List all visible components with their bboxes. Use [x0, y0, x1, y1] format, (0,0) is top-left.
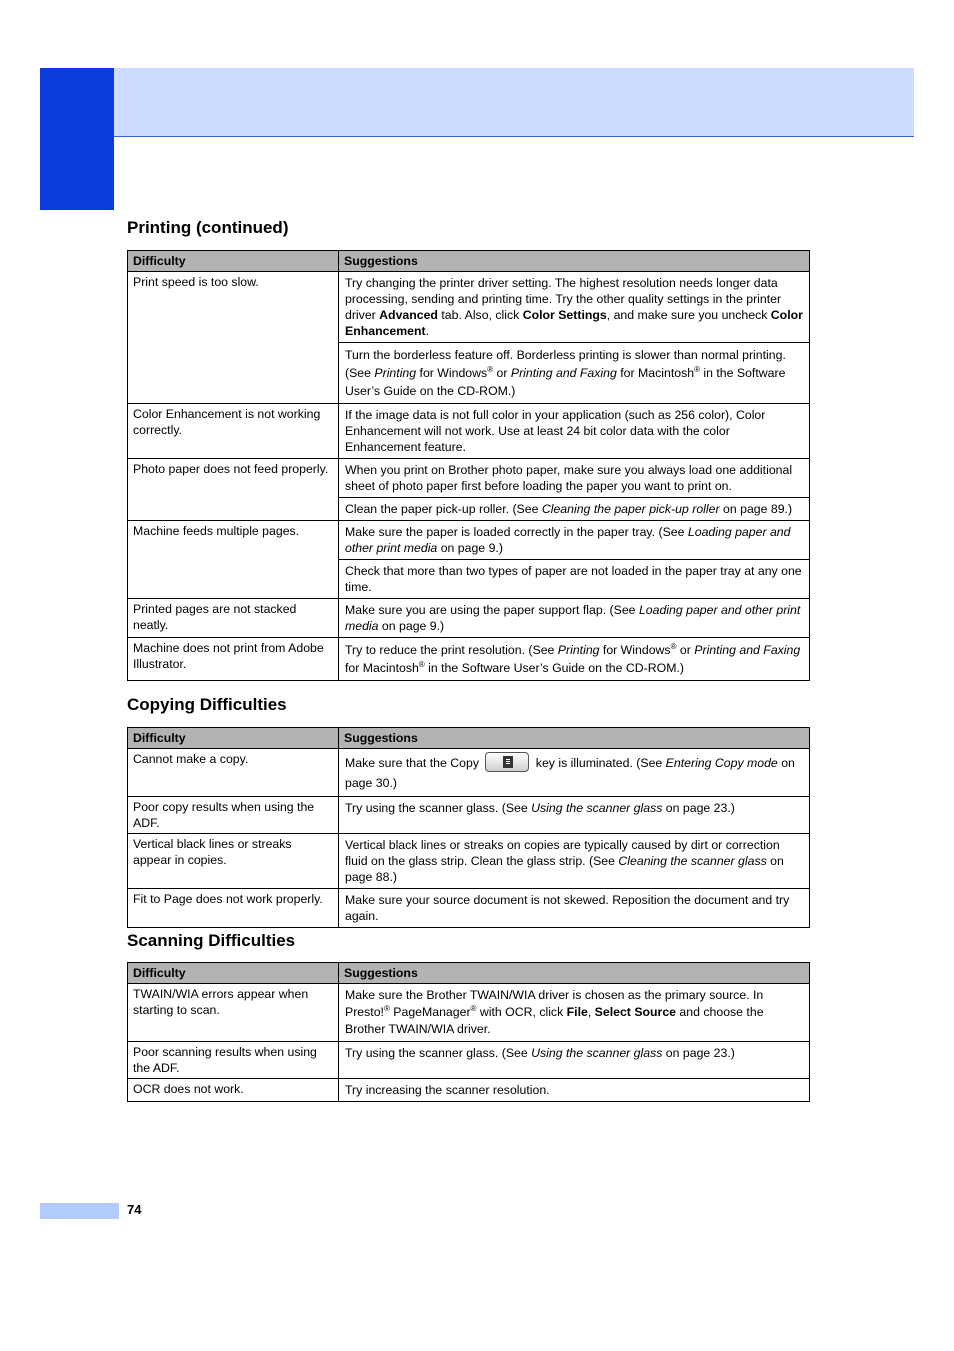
suggestion-cell: Make sure the Brother TWAIN/WIA driver is chosen as the primary source. In Presto!® PageManager® with OCR, click File, Select Source and choose the Brother TWAIN/WIA driver.: [339, 984, 810, 1042]
suggestion-cell: Clean the paper pick-up roller. (See Cleaning the paper pick-up roller on page 89.): [339, 498, 810, 521]
table-header: [128, 728, 810, 749]
difficulty-header: Difficulty: [128, 251, 339, 272]
difficulty-cell: Photo paper does not feed properly.: [128, 459, 339, 521]
table-header: [128, 963, 810, 984]
table-row: [128, 638, 810, 681]
table-row: [128, 984, 810, 1042]
suggestion-cell: Try using the scanner glass. (See Using the scanner glass on page 23.): [339, 797, 810, 834]
printing-table: [127, 250, 810, 681]
difficulty-cell: Machine feeds multiple pages.: [128, 521, 339, 599]
suggestion-cell: Make sure your source document is not skewed. Reposition the document and try again.: [339, 889, 810, 928]
table-row: [128, 1079, 810, 1102]
difficulty-header: Difficulty: [128, 963, 339, 984]
suggestion-cell: Try to reduce the print resolution. (See Printing for Windows® or Printing and Faxing for Macintosh® in the Software User’s Guide on the CD-ROM.): [339, 638, 810, 681]
suggestion-cell: Make sure that the Copy key is illuminated. (See Entering Copy mode on page 30.): [339, 749, 810, 797]
difficulty-cell: TWAIN/WIA errors appear when starting to scan.: [128, 984, 339, 1042]
difficulty-cell: Machine does not print from Adobe Illustrator.: [128, 638, 339, 681]
section-title-copying: Copying Difficulties: [127, 695, 287, 714]
suggestion-cell: Turn the borderless feature off. Borderless printing is slower than normal printing. (See Printing for Windows® or Printing and Faxing for Macintosh® in the Software User’s Guide on the CD-ROM.): [339, 343, 810, 404]
footer-bar: [40, 1203, 119, 1219]
table-row: [128, 599, 810, 638]
suggestion-cell: Try using the scanner glass. (See Using the scanner glass on page 23.): [339, 1042, 810, 1079]
difficulty-cell: Vertical black lines or streaks appear in copies.: [128, 834, 339, 889]
scanning-table: [127, 962, 810, 1102]
suggestion-cell: Try increasing the scanner resolution.: [339, 1079, 810, 1102]
table-row: [128, 889, 810, 928]
suggestions-header: Suggestions: [339, 251, 810, 272]
suggestions-header: Suggestions: [339, 963, 810, 984]
difficulty-cell: Print speed is too slow.: [128, 272, 339, 404]
difficulty-cell: Cannot make a copy.: [128, 749, 339, 797]
table-row: [128, 1042, 810, 1079]
table-row: [128, 797, 810, 834]
table-row: [128, 521, 810, 560]
suggestion-cell: Try changing the printer driver setting. The highest resolution needs longer data processing, sending and printing time. Try the other quality settings in the printer driver Advanced tab. Also, click Color Settings, and make sure you uncheck Color Enhancement.: [339, 272, 810, 343]
suggestion-cell: Make sure you are using the paper support flap. (See Loading paper and other print media on page 9.): [339, 599, 810, 638]
copy-key-icon: [485, 752, 529, 772]
section-title-printing: Printing (continued): [127, 218, 289, 237]
difficulty-cell: OCR does not work.: [128, 1079, 339, 1102]
table-row: [128, 834, 810, 889]
table-row: [128, 749, 810, 797]
page-number: 74: [127, 1202, 142, 1217]
chapter-tab: [40, 68, 114, 210]
suggestion-cell: Vertical black lines or streaks on copies are typically caused by dirt or correction fluid on the glass strip. Clean the glass strip. (See Cleaning the scanner glass on page 88.): [339, 834, 810, 889]
suggestion-cell: Check that more than two types of paper are not loaded in the paper tray at any one time.: [339, 560, 810, 599]
header-band: [114, 68, 914, 137]
table-row: [128, 272, 810, 343]
difficulty-cell: Color Enhancement is not working correctly.: [128, 404, 339, 459]
difficulty-cell: Poor copy results when using the ADF.: [128, 797, 339, 834]
copying-table: [127, 727, 810, 928]
suggestion-cell: If the image data is not full color in your application (such as 256 color), Color Enhancement will not work. Use at least 24 bit color data with the color Enhancement feature.: [339, 404, 810, 459]
suggestion-cell: When you print on Brother photo paper, make sure you always load one additional sheet of photo paper first before loading the paper you want to print on.: [339, 459, 810, 498]
table-header: [128, 251, 810, 272]
table-row: [128, 404, 810, 459]
difficulty-cell: Poor scanning results when using the ADF.: [128, 1042, 339, 1079]
difficulty-header: Difficulty: [128, 728, 339, 749]
difficulty-cell: Fit to Page does not work properly.: [128, 889, 339, 928]
section-title-scanning: Scanning Difficulties: [127, 931, 296, 950]
suggestions-header: Suggestions: [339, 728, 810, 749]
suggestion-cell: Make sure the paper is loaded correctly in the paper tray. (See Loading paper and other print media on page 9.): [339, 521, 810, 560]
difficulty-cell: Printed pages are not stacked neatly.: [128, 599, 339, 638]
table-row: [128, 459, 810, 498]
